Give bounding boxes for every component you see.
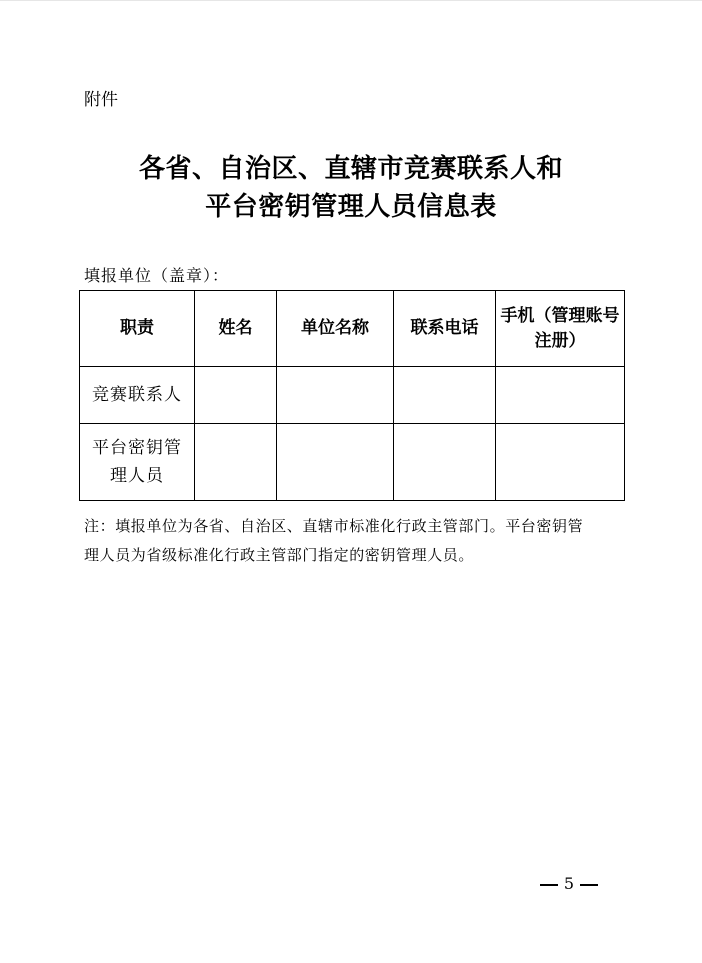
header-organization: 单位名称 <box>277 291 394 367</box>
cell-phone <box>394 367 496 424</box>
table-header-row <box>80 291 625 367</box>
cell-mobile <box>496 424 625 501</box>
table-note <box>84 512 629 570</box>
title-line-2: 平台密钥管理人员信息表 <box>205 192 497 222</box>
page-number <box>540 872 600 896</box>
cell-role: 竞赛联系人 <box>80 367 195 424</box>
fill-unit-label: 填报单位（盖章）： <box>84 266 230 285</box>
page-dash-right <box>580 884 598 886</box>
title-line-1: 各省、自治区、直辖市竞赛联系人和 <box>138 154 563 184</box>
document-title <box>0 150 702 226</box>
note-line-1: 注：填报单位为各省、自治区、直辖市标准化行政主管部门。平台密钥管 <box>84 517 584 535</box>
top-border-line <box>0 0 702 1</box>
cell-organization <box>277 367 394 424</box>
cell-role: 平台密钥管理人员 <box>80 424 195 501</box>
cell-phone <box>394 424 496 501</box>
page-dash-left <box>540 884 558 886</box>
cell-organization <box>277 424 394 501</box>
header-mobile: 手机（管理账号注册） <box>496 291 625 367</box>
table-row <box>80 367 625 424</box>
note-line-2: 理人员为省级标准化行政主管部门指定的密钥管理人员。 <box>84 546 475 564</box>
header-phone: 联系电话 <box>394 291 496 367</box>
info-table <box>79 290 625 501</box>
header-name: 姓名 <box>195 291 277 367</box>
page-number-value: 5 <box>563 874 575 893</box>
cell-mobile <box>496 367 625 424</box>
table-row <box>80 424 625 501</box>
attachment-label: 附件 <box>84 90 118 110</box>
header-role: 职责 <box>80 291 195 367</box>
cell-name <box>195 367 277 424</box>
cell-name <box>195 424 277 501</box>
